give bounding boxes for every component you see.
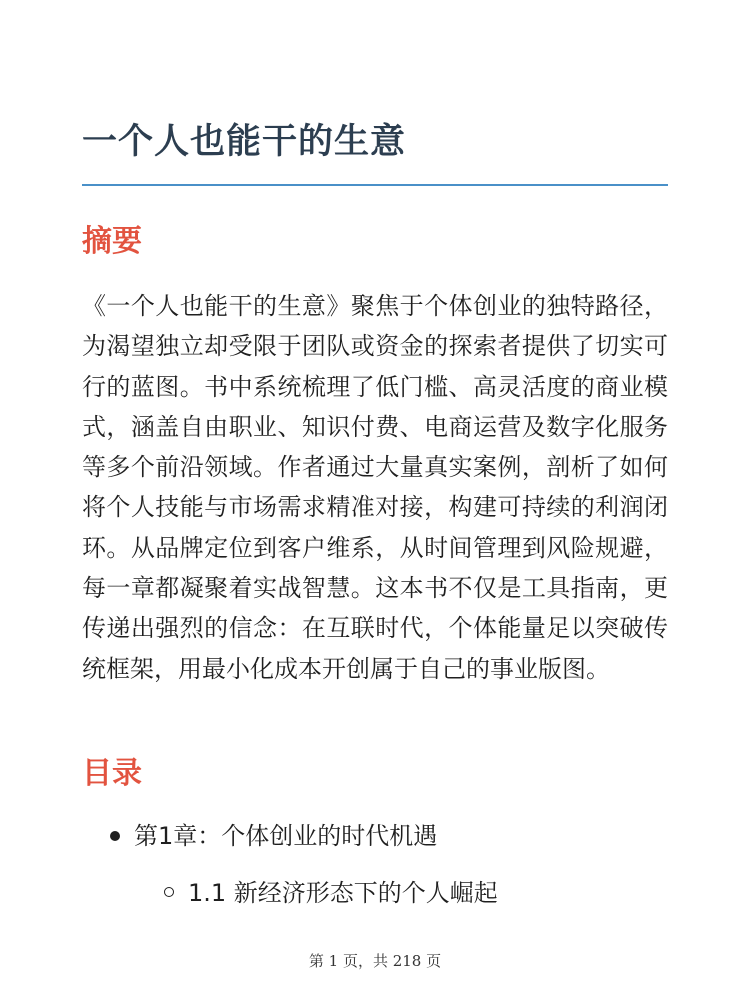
toc-heading: 目录 xyxy=(82,756,142,791)
document-title: 一个人也能干的生意 xyxy=(82,122,407,162)
toc-item-section-1-1[interactable] xyxy=(164,876,498,910)
abstract-paragraph: 《一个人也能干的生意》聚焦于个体创业的独特路径，为渴望独立却受限于团队或资金的探索者提供了切实可行的蓝图。书中系统梳理了低门槛、高灵活度的商业模式，涵盖自由职业、知识付费、电商运营及数字化服务等多个前沿领域。作者通过大量真实案例，剖析了如何将个人技能与市场需求精准对接，构建可持续的利润闭环。从品牌定位到客户维系，从时间管理到风险规避，每一章都凝聚着实战智慧。这本书不仅是工具指南，更传递出强烈的信念：在互联时代，个体能量足以突破传统框架，用最小化成本开创属于自己的事业版图。 xyxy=(82,292,668,683)
page-footer: 第 1 页，共 218 页 xyxy=(308,952,442,970)
title-divider xyxy=(82,184,668,186)
abstract-heading: 摘要 xyxy=(82,224,142,259)
toc-item-chapter-1[interactable] xyxy=(110,819,437,853)
toc-item-label: 第1章：个体创业的时代机遇 xyxy=(134,822,438,850)
bullet-disc-icon xyxy=(110,831,120,841)
toc-item-label: 1.1 新经济形态下的个人崛起 xyxy=(188,879,498,907)
bullet-circle-icon xyxy=(164,887,174,897)
